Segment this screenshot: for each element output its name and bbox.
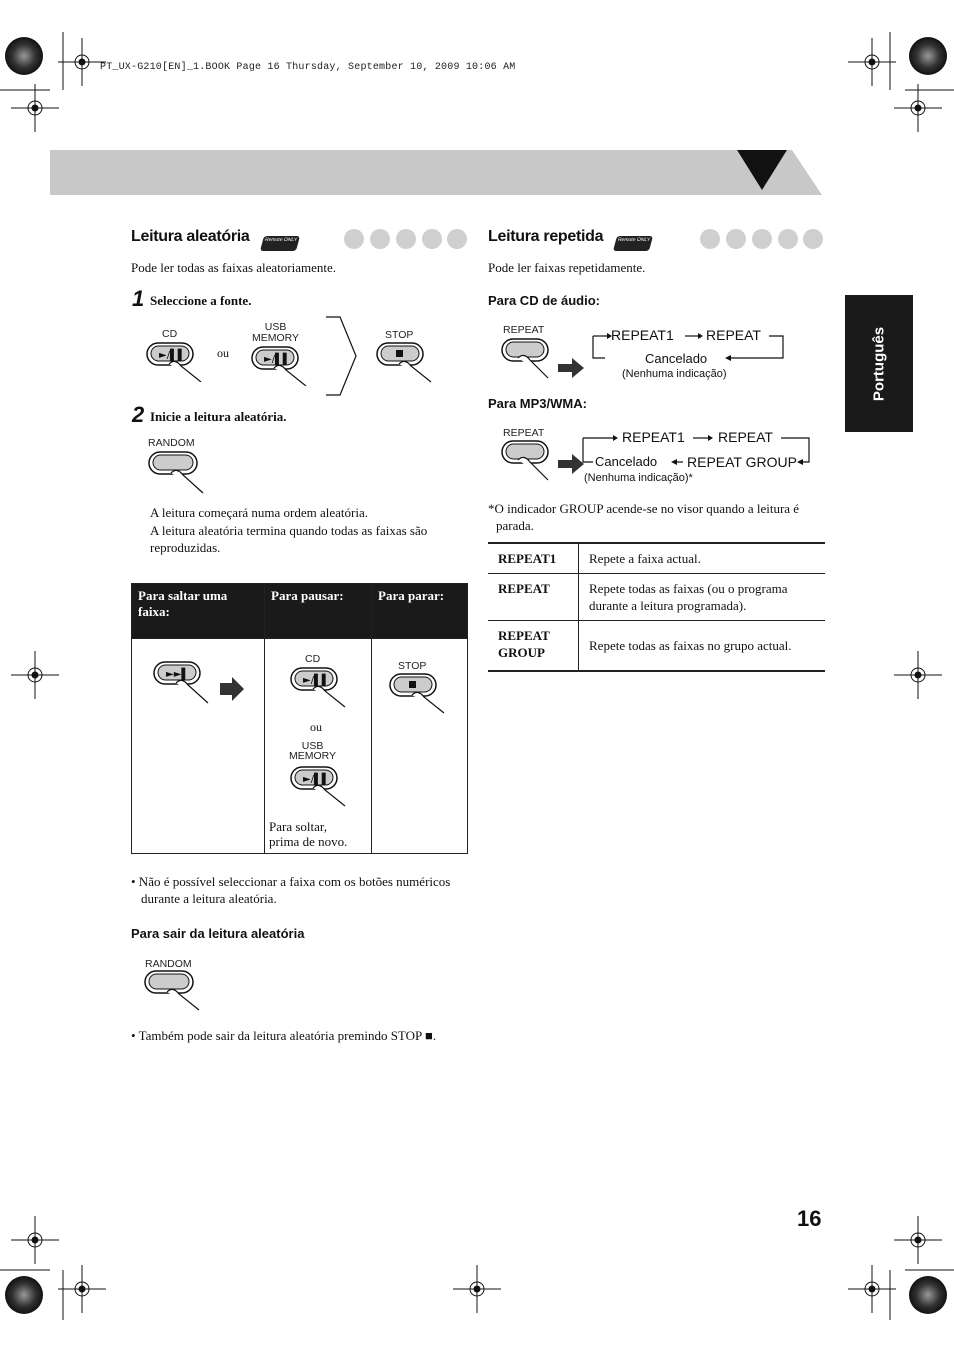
cd-no-indicator: (Nenhuma indicação): [622, 368, 727, 380]
cd-repeat-label: REPEAT: [706, 327, 761, 343]
random-bullet-1: • Não é possível seleccionar a faixa com os botões numéricos durante a leitura aleatória.: [131, 874, 451, 906]
pause-cd-button[interactable]: [289, 665, 351, 709]
table-row: [488, 621, 825, 672]
table-row: [488, 543, 825, 574]
exit-random-button[interactable]: [143, 968, 205, 1012]
random-bullet-2: • Também pode sair da leitura aleatória premindo STOP ■.: [131, 1028, 437, 1043]
step-2-text: Inicie a leitura aleatória.: [150, 409, 287, 424]
mp3-repeat1-label: REPEAT1: [622, 429, 685, 445]
step-2-number: 2: [132, 402, 145, 427]
random-title: Leitura aleatória: [131, 228, 250, 245]
stop-cell: [372, 639, 468, 854]
cd-cancel-label: Cancelado: [645, 351, 708, 366]
release-note: Para soltar, prima de novo.: [269, 819, 348, 849]
repeat-mode-desc: Repete todas as faixas no grupo actual.: [579, 621, 826, 672]
or-label: ou: [217, 346, 229, 360]
svg-text:►/▌▌: ►/▌▌: [264, 354, 291, 365]
pause-cd-label: CD: [305, 653, 321, 665]
repeat-mode-desc: Repete a faixa actual.: [579, 543, 826, 574]
svg-text:►/▌▌: ►/▌▌: [303, 675, 330, 686]
repeat-mode-key: REPEAT GROUP: [488, 621, 579, 672]
svg-text:►►▌: ►►▌: [166, 669, 190, 680]
repeat-remote-only-badge: Remote ONLY: [613, 236, 653, 251]
repeat-heading: [488, 228, 688, 252]
step-1-number: 1: [132, 286, 145, 311]
mp3-repeat-label: REPEAT: [718, 429, 773, 445]
cd-repeat-button[interactable]: [500, 336, 590, 386]
pause-cell: [265, 639, 372, 854]
pause-usb-label: USB MEMORY: [289, 740, 337, 762]
skip-cell: [132, 639, 265, 854]
table-stop-button[interactable]: [388, 671, 450, 715]
cd-repeat-button-label: REPEAT: [503, 324, 545, 336]
random-note-2: A leitura aleatória termina quando todas as faixas são reproduzidas.: [150, 523, 428, 555]
group-footnote: *O indicador GROUP acende-se no visor quando a leitura é parada.: [488, 501, 800, 533]
cd-label: CD: [162, 328, 178, 340]
pause-header: Para pausar:: [265, 584, 372, 639]
file-info-line: PT_UX-G210[EN]_1.BOOK Page 16 Thursday, September 10, 2009 10:06 AM: [100, 62, 516, 73]
cd-repeat-title: Para CD de áudio:: [488, 293, 600, 308]
random-controls-table: [131, 583, 468, 854]
skip-next-button[interactable]: [152, 659, 252, 719]
pause-or-label: ou: [310, 720, 322, 734]
random-note-1: A leitura começará numa ordem aleatória.: [150, 505, 369, 520]
repeat-mode-key: REPEAT1: [488, 543, 579, 574]
mp3-repeat-button-label: REPEAT: [503, 427, 545, 439]
mp3-no-indicator: (Nenhuma indicação)*: [584, 472, 693, 484]
mp3-repeat-group-label: REPEAT GROUP: [687, 454, 797, 470]
svg-text:►/▌▌: ►/▌▌: [303, 774, 330, 785]
step1-bracket-arrow: [322, 315, 358, 397]
language-tab-label: Português: [870, 326, 888, 401]
stop-header: Para parar:: [372, 584, 468, 639]
random-label: RANDOM: [148, 437, 195, 449]
mp3-repeat-title: Para MP3/WMA:: [488, 396, 587, 411]
exit-random-title: Para sair da leitura aleatória: [131, 926, 305, 941]
random-button[interactable]: [147, 449, 209, 497]
repeat-title: Leitura repetida: [488, 228, 604, 245]
exit-random-label: RANDOM: [145, 958, 192, 970]
svg-text:►/▌▌: ►/▌▌: [159, 350, 186, 361]
mp3-cancel-label: Cancelado: [595, 454, 658, 469]
step-1-text: Seleccione a fonte.: [150, 293, 252, 308]
repeat-mode-desc: Repete todas as faixas (ou o programa durante a leitura programada).: [579, 574, 826, 621]
usb-play-pause-button[interactable]: [250, 344, 310, 386]
stop-label: STOP: [385, 329, 414, 341]
header-band: [50, 150, 822, 195]
table-row: [488, 574, 825, 621]
repeat-intro: Pode ler faixas repetidamente.: [488, 260, 646, 275]
random-heading: [131, 228, 331, 252]
skip-header: Para saltar uma faixa:: [132, 584, 265, 639]
language-tab: [845, 295, 913, 432]
random-intro: Pode ler todas as faixas aleatoriamente.: [131, 260, 337, 275]
stop-button[interactable]: [375, 340, 437, 384]
usb-memory-label: USB MEMORY: [252, 321, 300, 344]
cd-repeat1-label: REPEAT1: [611, 327, 674, 343]
page-number: 16: [797, 1206, 822, 1231]
remote-only-badge: Remote ONLY: [260, 236, 300, 251]
repeat-modes-table: [488, 542, 825, 672]
repeat-mode-key: REPEAT: [488, 574, 579, 621]
pause-usb-button[interactable]: [289, 764, 351, 808]
cd-play-pause-button[interactable]: [145, 340, 205, 382]
table-stop-label: STOP: [398, 660, 427, 672]
